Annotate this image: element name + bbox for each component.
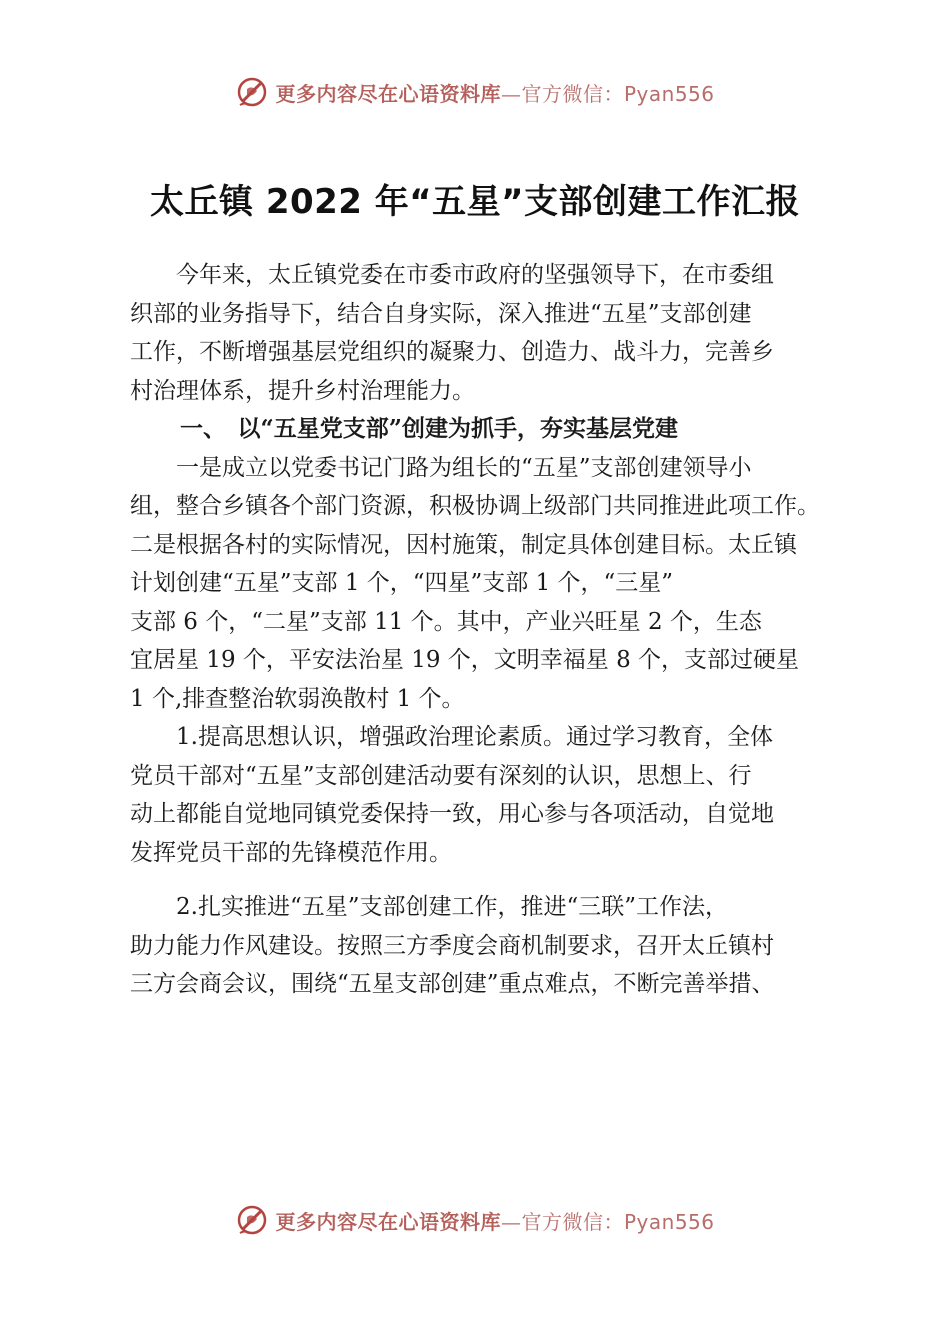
para1-line: 二是根据各村的实际情况，因村施策，制定具体创建目标。太丘镇	[130, 531, 797, 558]
item1-line: 党员干部对“五星”支部创建活动要有深刻的认识，思想上、行	[130, 762, 752, 789]
item2-line: 三方会商会议，围绕“五星支部创建”重点难点，不断完善举措、	[130, 971, 775, 997]
brand-logo-icon	[235, 75, 269, 109]
document-title: 太丘镇 2022 年“五星”支部创建工作汇报	[150, 182, 800, 222]
header-wechat-label: 官方微信：	[521, 81, 624, 106]
header-separator: —	[500, 81, 522, 106]
header-brand-name: 更多内容尽在心语资料库	[275, 81, 501, 106]
intro-line: 今年来，太丘镇党委在市委市政府的坚强领导下，在市委组	[130, 262, 774, 288]
item1-line: 动上都能自觉地同镇党委保持一致，用心参与各项活动，自觉地	[130, 801, 774, 827]
para1-line: 支部 6 个，“二星”支部 11 个。其中，产业兴旺星 2 个，生态	[130, 608, 762, 635]
item2-line: 助力能力作风建设。按照三方季度会商机制要求，召开太丘镇村	[130, 932, 774, 959]
footer-watermark	[0, 1200, 950, 1240]
footer-separator: —	[500, 1209, 522, 1234]
brand-logo-icon	[235, 1203, 269, 1237]
header-watermark	[0, 72, 950, 112]
intro-line: 织部的业务指导下，结合自身实际，深入推进“五星”支部创建	[130, 300, 752, 327]
item1-line: 1.提高思想认识，增强政治理论素质。通过学习教育，全体	[130, 724, 773, 750]
footer-watermark-text	[275, 1206, 714, 1235]
section-heading: 一、 以“五星党支部”创建为抓手，夯实基层党建	[180, 415, 678, 442]
intro-line: 村治理体系，提升乡村治理能力。	[130, 377, 475, 404]
paragraph-gap	[130, 872, 835, 888]
document-body	[130, 256, 835, 1004]
header-wechat-id: Pyan556	[623, 81, 715, 106]
para1-line: 组，整合乡镇各个部门资源，积极协调上级部门共同推进此项工作。	[130, 493, 820, 519]
item2-line: 2.扎实推进“五星”支部创建工作，推进“三联”工作法，	[130, 894, 728, 920]
para1-line: 计划创建“五星”支部 1 个，“四星”支部 1 个，“三星”	[130, 570, 674, 596]
para1-line: 1 个,排查整治软弱涣散村 1 个。	[130, 685, 465, 712]
para1-line: 宜居星 19 个，平安法治星 19 个，文明幸福星 8 个，支部过硬星	[130, 647, 800, 673]
para1-line: 一是成立以党委书记门路为组长的“五星”支部创建领导小	[130, 454, 752, 481]
header-watermark-text	[275, 78, 714, 107]
footer-wechat-label: 官方微信：	[521, 1209, 624, 1234]
item1-line: 发挥党员干部的先锋模范作用。	[130, 839, 452, 866]
intro-line: 工作，不断增强基层党组织的凝聚力、创造力、战斗力，完善乡	[130, 339, 774, 365]
footer-brand-name: 更多内容尽在心语资料库	[275, 1209, 501, 1234]
footer-wechat-id: Pyan556	[623, 1209, 715, 1234]
